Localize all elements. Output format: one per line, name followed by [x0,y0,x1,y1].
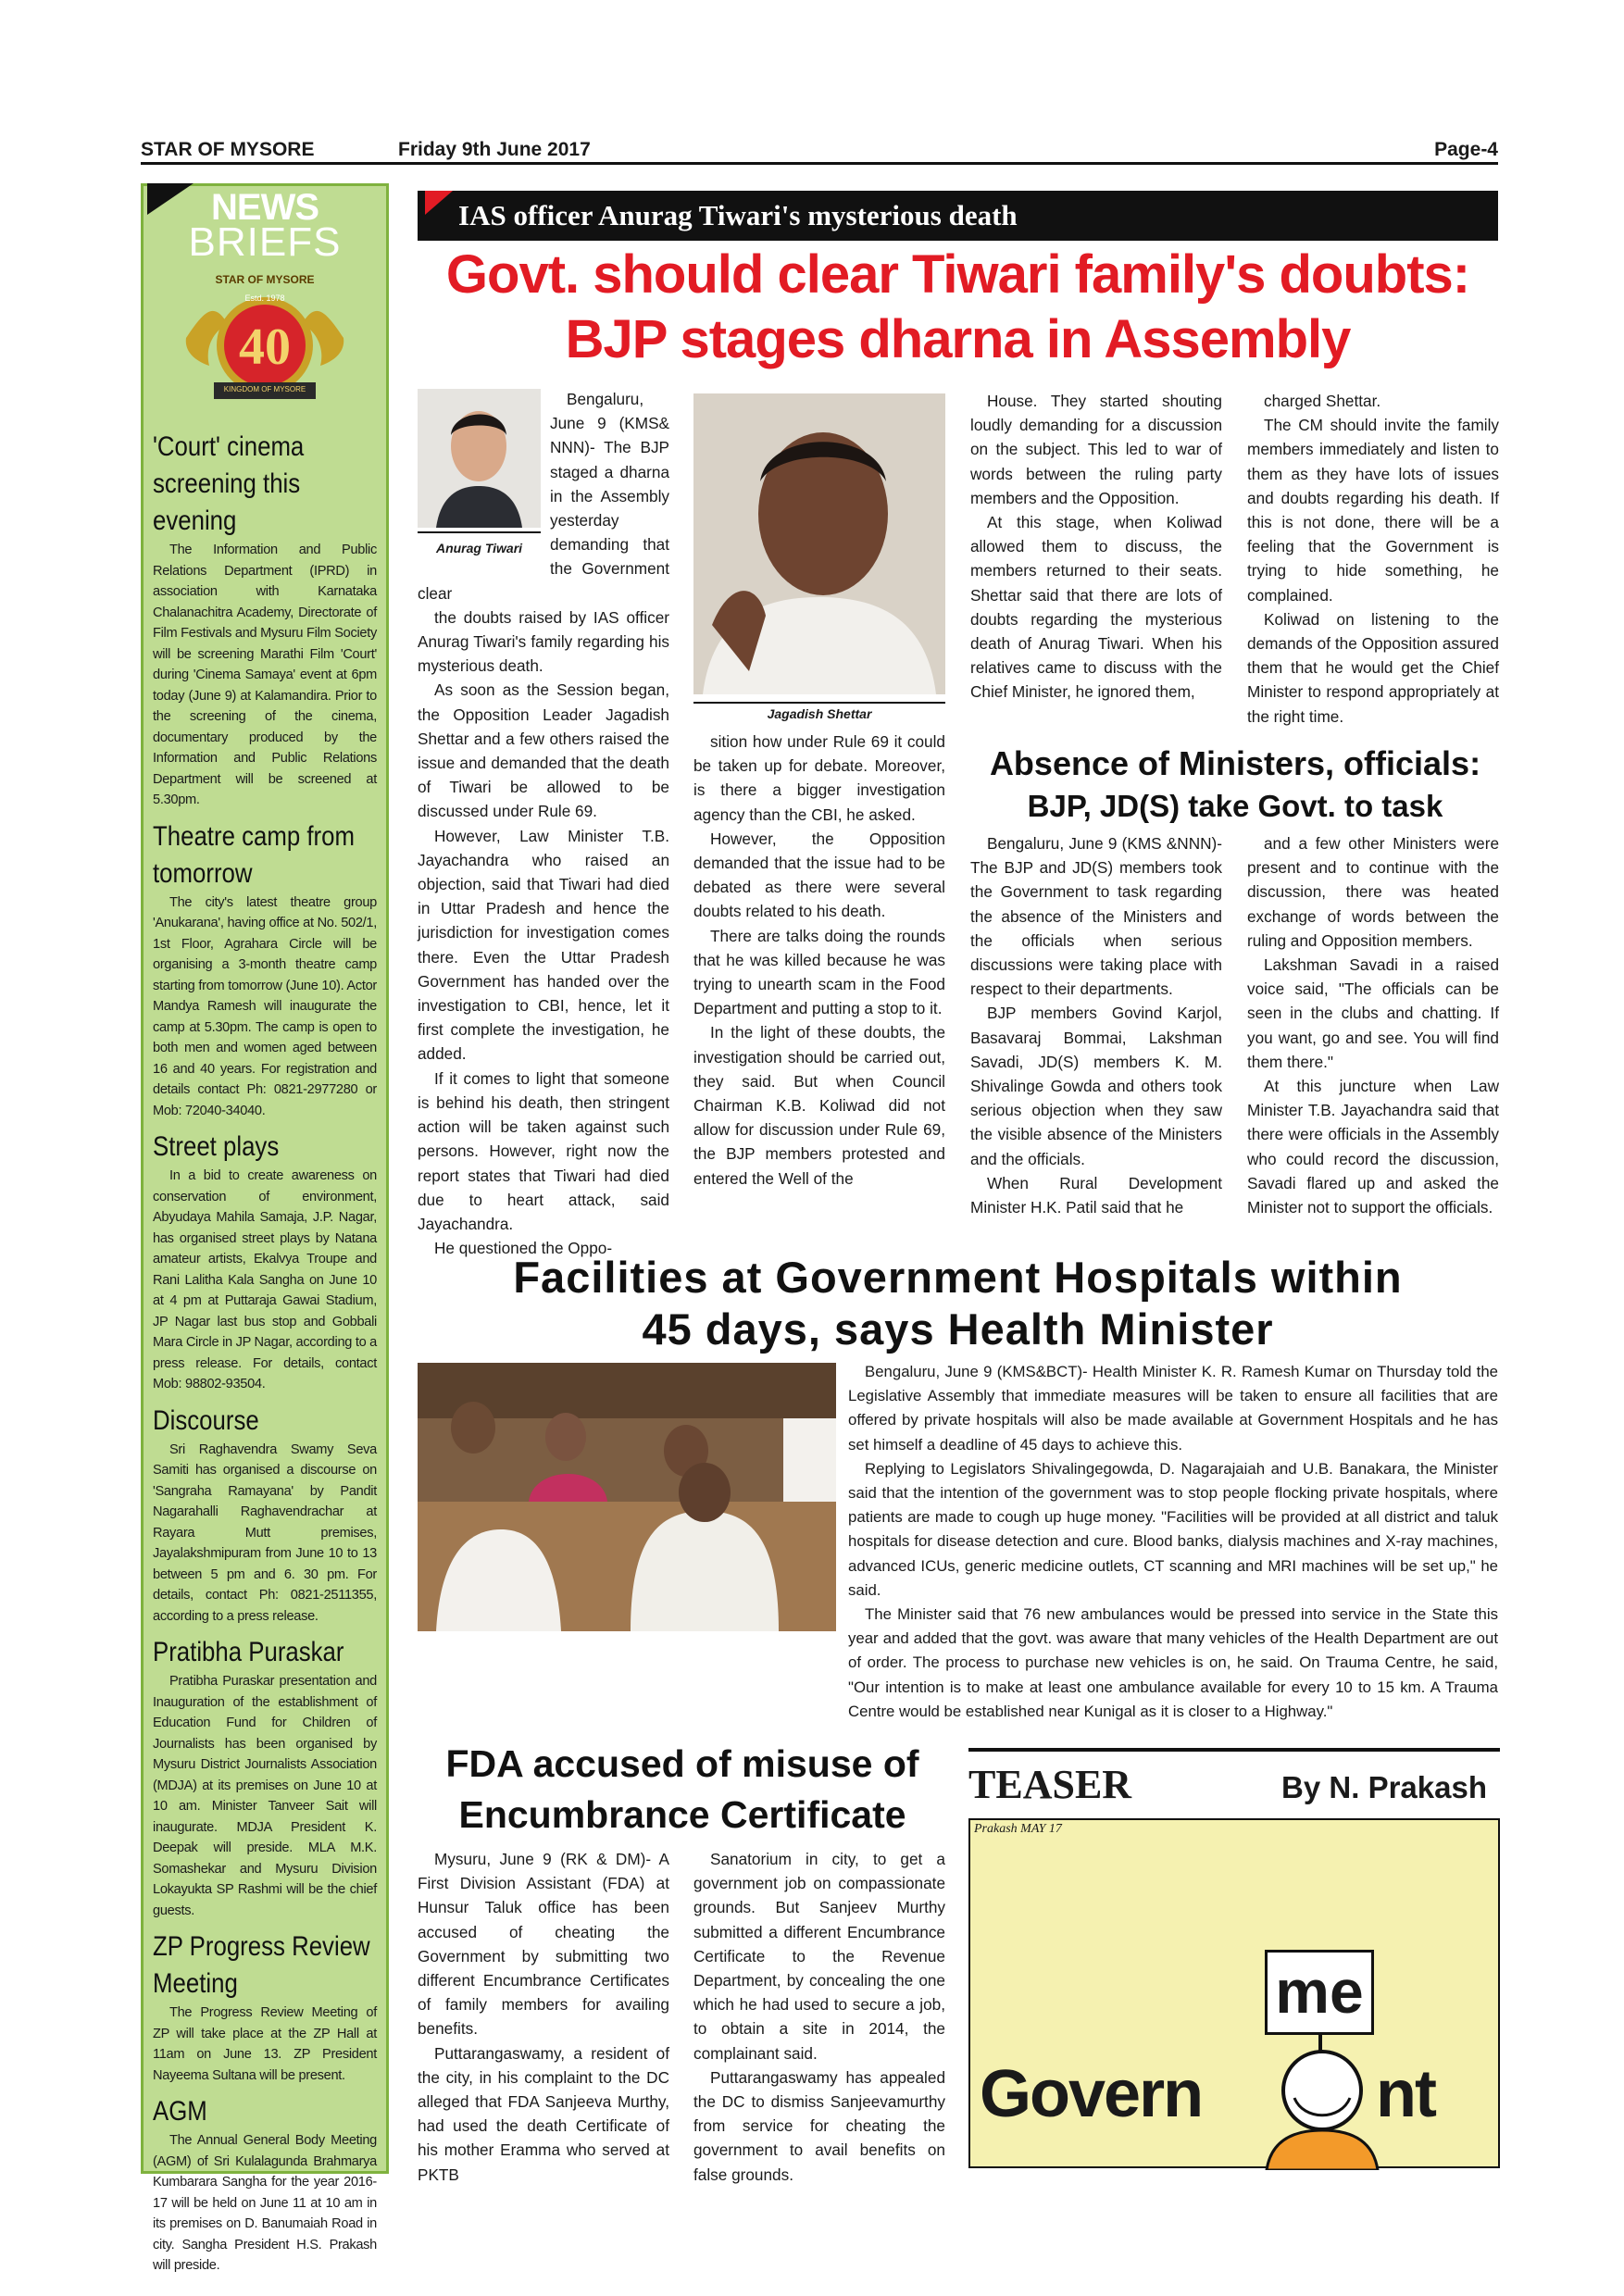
sign-board: me [1265,1950,1374,2035]
paragraph: At this juncture when Law Minister T.B. Jayachandra said that there were officials in the Assembly who could record the discussion, Savadi flared up and asked the Minister not to support the officials. [1247,1077,1499,1217]
story1-column-2 [693,730,945,1191]
paragraph: Sanatorium in city, to get a government job on compassionate grounds. But Sanjeev Murthy submitted a different Encumbrance Certificate to the Revenue Department, by concealing the one which he had used to secure a job, to obtain a site in 2014, the complainant said. [693,1850,945,2063]
cartoon-word-right: nt [1376,2057,1435,2131]
brief-text: The Annual General Body Meeting (AGM) of Sri Kulalagunda Brahmarya Kumbarara Sangha for the year 2016-17 will be held on June 11 at 10 am in its premises on D. Banumaiah Road in city. Sangha President H.S. Prakash will preside. [153,2133,377,2273]
anurag-tiwari-photo [418,389,541,528]
portrait-illustration [418,389,541,528]
paragraph: charged Shettar. [1264,392,1381,410]
teaser-title: TEASER [968,1762,1132,1807]
story1-column-3 [970,389,1222,705]
page-number: Page-4 [1434,139,1498,160]
cartoon-word-left: Govern [980,2057,1203,2131]
paragraph: If it comes to light that someone is behind his death, then stringent action will be taken against such persons. However, right now the report states that Tiwari had died due to heart attack, said Jayachandra. [418,1068,669,1233]
brief-title: Discourse [153,1404,259,1436]
brief-title: 'Court' cinema screening this evening [153,431,305,536]
story1-kicker-bar [418,191,1498,241]
anurag-caption: Anurag Tiwari [418,531,541,560]
assembly-photo [418,1363,836,1631]
story1-headline: Govt. should clear Tiwari family's doubts: BJP stages dharna in Assembly [445,244,1470,369]
teaser-byline: By N. Prakash [1281,1770,1487,1804]
story2-column-2 [1247,831,1499,1219]
brief-title: ZP Progress Review Meeting [153,1931,370,1999]
paragraph: Bengaluru, June 9 (KMS&BCT)- Health Minister K. R. Ramesh Kumar on Thursday told the Legislative Assembly that immediate measures will be taken to ensure all facilities that are offered by private hospitals will also be made available at Government Hospitals and he has set himself a deadline of 45 days to achieve this. [848,1363,1498,1454]
sidebar-title: NEWS BRIEFS [188,187,342,265]
paragraph: Bengaluru, June 9 (KMS &NNN)- The BJP and JD(S) members took the Government to task regarding the absence of the Ministers and the officials when serious discussions were taking place with respect to their departments. [970,834,1222,999]
paragraph: However, the Opposition demanded that the issue had to be debated as there were several doubts related to his death. [693,829,945,921]
paragraph: In the light of these doubts, the investigation should be carried out, they said. But when Council Chairman K.B. Koliwad did not allow for discussion under Rule 69, the BJP members protested and entered the Well of the [693,1023,945,1188]
brief-text: The Information and Public Relations Department (IPRD) in association with Karnataka Chalanachitra Academy, Directorate of Film Festivals and Mysuru Film Society will be screening Marathi Film 'Court' during 'Cinema Samaya' event at 6pm today (June 9) at Kalamandira. Prior to the screening of the cinema, documentary produced by the Information and Public Relations Department will be screened at 5.30pm. [153,543,377,807]
paragraph: Puttarangaswamy, a resident of the city, in his complaint to the DC alleged that FDA Sanjeeva Murthy, had used the death Certificate of his mother Eramma who served at PKTB [418,2043,669,2184]
portrait-illustration-2 [693,393,945,694]
story1-col1-paras [418,605,669,1260]
story4-column-1 [418,1847,669,2187]
paragraph: He questioned the Oppo- [434,1239,613,1258]
news-briefs-sidebar [141,183,389,2273]
paragraph: The CM should invite the family members immediately and listen to them as they have lots of issues and doubts regarding his death. If this is not done, there will be a feeling that the Government is trying to hide something, he complained. [1247,416,1499,605]
brief-text: The Progress Review Meeting of ZP will take place at the ZP Hall at 11am on June 13. ZP President Nayeema Sultana will be present. [153,2005,377,2083]
paragraph: Mysuru, June 9 (RK & DM)- A First Division Assistant (FDA) at Hunsur Taluk office has been accused of cheating the Government by submitting two different Encumbrance Certificates of family members for availing benefits. [418,1850,669,2039]
corner-triangle-icon [147,183,194,215]
paragraph: However, Law Minister T.B. Jayachandra who raised an objection, said that Tiwari had died in Uttar Pradesh and hence the jurisdiction for investigation comes there. Even the Uttar Pradesh Government has handed over the investigation to CBI, hence, let it first complete the investigation, he added. [418,826,669,1064]
page-header [141,137,1498,165]
paragraph: Koliwad on listening to the demands of the Opposition assured them that he would get the Chief Minister to respond appropriately at the right time. [1247,609,1499,726]
brief-title: Pratibha Puraskar [153,1637,344,1667]
jagadish-caption: Jagadish Shettar [693,702,945,721]
paragraph: As soon as the Session began, the Opposition Leader Jagadish Shettar and a few others raised the issue and demanded that the death of Tiwari be allowed to be discussed under Rule 69. [418,680,669,821]
teaser-cartoon [968,1748,1500,2165]
paragraph: Puttarangaswamy has appealed the DC to dismiss Sanjeevamurthy from service for cheating the government to avail benefits on false grounds. [693,2067,945,2184]
assembly-scene [418,1363,836,1631]
paragraph: the doubts raised by IAS officer Anurag Tiwari's family regarding his mysterious death. [418,607,669,676]
paragraph: BJP members Govind Karjol, Basavaraj Bommai, Lakshman Savadi, JD(S) members K. M. Shivalinge Gowda and others took serious objection when they saw the visible absence of the Ministers and the officials. [970,1004,1222,1168]
story1-column-1: Anurag Tiwari Bengaluru, June 9 (KMS& NNN)- The BJP staged a dharna in the Assembly yesterday demanding that the Government clear the doubts raised by IAS officer Anurag Tiwari's family regarding his mysterious death. As soon as the Session began, the Opposition Leader Jagadish Shettar and a few others raised the issue and demanded that the death of Tiwari be allowed to be discussed under Rule 69. However, Law Minister T.B. Jayachandra who raised an objection, said that Tiwari had died in Uttar Pradesh and hence the jurisdiction for investigation comes there. Even the Uttar Pradesh Government has handed over the investigation to CBI, hence, let it first complete the investigation, he added. If it comes to light that someone is behind his death, then stringent action will be taken against such persons. However, right now the report states that Tiwari had died due to heart attack, said Jayachandra. He questioned the Oppo- [418,387,669,1260]
paragraph: sition how under Rule 69 it could be taken up for debate. Moreover, is there a bigger investigation agency than the CBI, he asked. [693,732,945,824]
paragraph: Lakshman Savadi in a raised voice said, "The officials can be seen in the clubs and chatting. If you want, go and see. You will find them there." [1247,955,1499,1071]
issue-date: Friday 9th June 2017 [398,139,591,160]
paragraph: and a few other Ministers were present and to continue with the discussion, there was heated exchange of words between the ruling and Opposition members. [1247,834,1499,950]
jagadish-shettar-photo [693,393,945,694]
brief-title: AGM [153,2096,207,2127]
story2-headline: Absence of Ministers, officials: BJP, JD(S) take Govt. to task [989,744,1481,823]
brief-text: The city's latest theatre group 'Anukarana', having office at No. 502/1, 1st Floor, Agrahara Circle will be organising a 3-month theatre camp starting from tomorrow (June 10). Actor Mandya Ramesh will inaugurate the camp at 5.30pm. The camp is open to both men and women aged between 16 and 40 years. For registration and details contact Ph: 0821-2977280 or Mob: 72040-34040. [153,894,377,1118]
anurag-photo-block [418,389,541,565]
paragraph: The Minister said that 76 new ambulances would be pressed into service in the State this year and added that the govt. was aware that many vehicles of the Health Department are out of order. The process to purchase new vehicles is on, he said. On Trauma Centre, he said, "Our intention is to make at least one ambulance available for every 10 to 15 km. A Trauma Centre would be established near Kunigal as it is closer to a Highway." [848,1605,1498,1720]
jagadish-photo-block [693,393,945,727]
cartoon-signature: Prakash MAY 17 [974,1822,1062,1836]
brief-text: In a bid to create awareness on conservation of environment, Abyudaya Mahila Samaja, J.P. Nagar, has organised street plays by Natana amateur artists, Ekalvya Troupe and Rani Lalitha Kala Sangha on June 10 at 4 pm at Puttaraja Gawai Stadium, JP Nagar last bus stop and Gobbali Mara Circle in JP Nagar, according to a press release. For details, contact Mob: 98802-93504. [153,1168,377,1391]
story3-body [848,1360,1498,1724]
paper-name: STAR OF MYSORE [141,139,315,160]
paragraph: There are talks doing the rounds that he was killed because he was trying to unearth scam in the Food Department and putting a stop to it. [693,926,945,1018]
paragraph: House. They started shouting loudly demanding for a discussion on the subject. This led to war of words between the ruling party members and the Opposition. [970,392,1222,507]
brief-title: Street plays [153,1131,280,1162]
story1-column-4 [1247,389,1499,729]
brief-text: Pratibha Puraskar presentation and Inauguration of the establishment of Education Fund for Children of Journalists has been organised by Mysuru District Journalists Association (MDJA) at its premises on June 10 at 10 am. Minister Tanveer Sait will inaugurate. MDJA President K. Deepak will preside. MLA M.K. Somashekar and Mysuru Division Lokayukta SP Rashmi will be the chief guests. [153,1674,377,1918]
anniversary-logo: STAR OF MYSORE 40 Estd. 1978 KINGDOM OF MYSORE [177,273,353,412]
story4-headline: FDA accused of misuse of Encumbrance Certificate [445,1742,919,1836]
red-corner-icon [425,191,453,215]
paragraph: At this stage, when Koliwad allowed them to discuss, the members returned to their seats. Shettar said that there are lots of doubts regarding the mysterious death of Anurag Tiwari. When his relatives came to discuss with the Chief Minister, he ignored them, [970,513,1222,702]
paragraph: When Rural Development Minister H.K. Patil said that he [970,1173,1222,1217]
story1-kicker: IAS officer Anurag Tiwari's mysterious death [458,199,1018,231]
cartoon-panel [968,1818,1500,2168]
paragraph: Replying to Legislators Shivalingegowda, D. Nagarajaiah and U.B. Banakara, the Minister said that the intention of the government was to stop people flocking private hospitals, where patients are made to cough up huge money. "Facilities will be provided at all district and taluk hospitals for disease detection and cure. Blood banks, dialysis machines and X-ray machines, advanced ICUs, generic medicine outlets, CT scanning and MRI machines will be set up," he said. [848,1459,1498,1599]
story4-column-2 [693,1847,945,2187]
story3-headline: Facilities at Government Hospitals within 45 days, says Health Minister [513,1253,1403,1354]
brief-title: Theatre camp from tomorrow [153,820,355,889]
brief-text: Sri Raghavendra Swamy Seva Samiti has organised a discourse on 'Sangraha Ramayana' by Pandit Nagarahalli Raghavendrachar at Rayara Mutt premises, Jayalakshmipuram from June 10 to 13 between 5 pm and 6. 30 pm. For details, contact Ph: 0821-2511355, according to a press release. [153,1441,377,1624]
story2-column-1 [970,831,1222,1219]
briefs-list [153,429,377,2277]
